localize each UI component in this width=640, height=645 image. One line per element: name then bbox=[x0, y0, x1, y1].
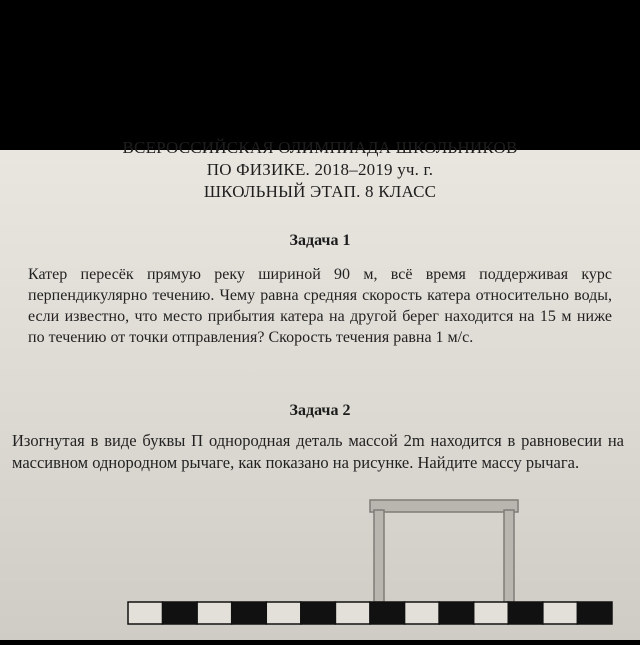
striped-lever bbox=[128, 602, 612, 624]
lever-segment bbox=[439, 602, 474, 624]
lever-segment bbox=[197, 602, 232, 624]
lever-figure bbox=[0, 490, 640, 640]
lever-segment bbox=[508, 602, 543, 624]
lever-segment bbox=[577, 602, 612, 624]
lever-segment bbox=[232, 602, 267, 624]
task-1-title: Задача 1 bbox=[289, 232, 351, 249]
lever-segment bbox=[543, 602, 578, 624]
olympiad-sheet bbox=[0, 138, 640, 640]
header-line-3: ШКОЛЬНЫЙ ЭТАП. 8 КЛАСС bbox=[203, 182, 437, 201]
header-line-2: ПО ФИЗИКЕ. 2018–2019 уч. г. bbox=[206, 160, 434, 179]
task-1-text: Катер пересёк прямую реку шириной 90 м, всё время поддерживая курс перпендикулярно течению. Чему равна средняя скорость катера относительно воды, если известно, что место прибытия катера на другой берег находится на 15 м ниже по течению от точки отправления? Скорость течения равна 1 м/с. bbox=[28, 266, 612, 346]
lever-segment bbox=[301, 602, 336, 624]
lever-segment bbox=[335, 602, 370, 624]
task-2-text: Изогнутая в виде буквы П однородная деталь массой 2m находится в равновесии на массивном однородном рычаге, как показано на рисунке. Найдите массу рычага. bbox=[12, 431, 624, 472]
lever-segment bbox=[266, 602, 301, 624]
lever-segment bbox=[128, 602, 163, 624]
lever-segment bbox=[474, 602, 509, 624]
lever-segment bbox=[405, 602, 440, 624]
lever-segment bbox=[163, 602, 198, 624]
header-line-1: ВСЕРОССИЙСКАЯ ОЛИМПИАДА ШКОЛЬНИКОВ bbox=[122, 138, 518, 157]
lever-segment bbox=[370, 602, 405, 624]
task-2-title: Задача 2 bbox=[289, 402, 351, 419]
u-shaped-detail bbox=[370, 500, 518, 602]
